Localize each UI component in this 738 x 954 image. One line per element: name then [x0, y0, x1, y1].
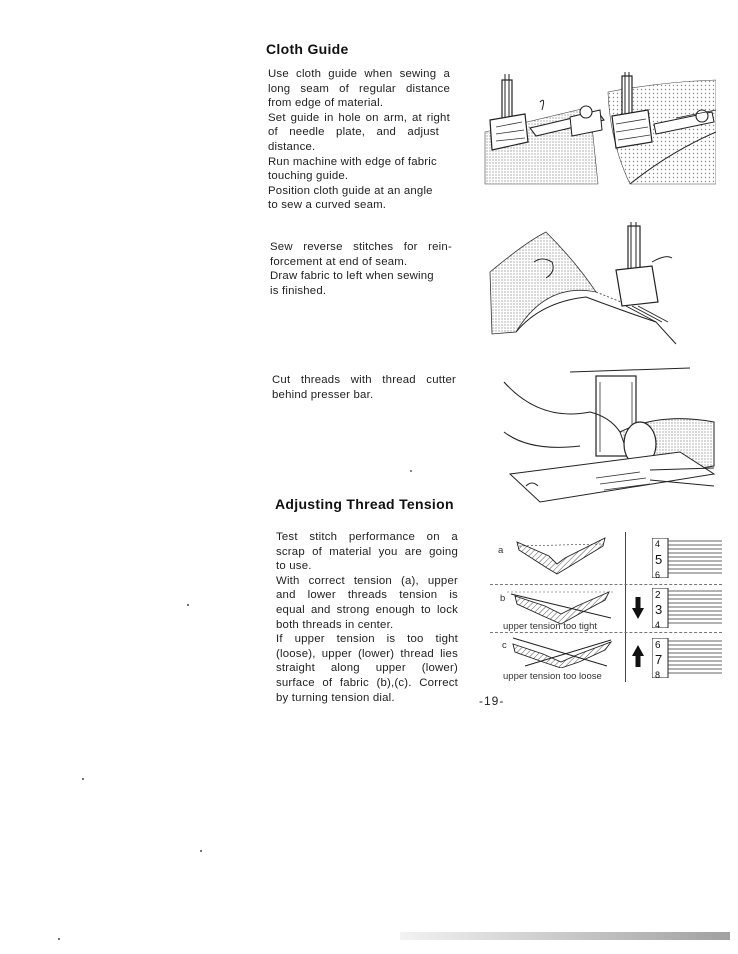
- text-line: to use.: [276, 560, 312, 573]
- tension-divider-row2: [490, 632, 722, 633]
- page-number: -19-: [479, 694, 505, 708]
- text-line: by turning tension dial.: [276, 691, 395, 704]
- text-line: and lower threads tension is: [276, 589, 458, 602]
- text-line: equal and strong enough to lock: [276, 603, 458, 616]
- cloth-guide-text: [268, 67, 450, 213]
- scan-dot: [58, 938, 60, 940]
- tension-label-b: b: [500, 593, 506, 604]
- text-line: both threads in center.: [276, 618, 394, 631]
- thread-cutter-illustration: [500, 362, 722, 514]
- text-line: Set guide in hole on arm, at right: [268, 111, 450, 124]
- svg-text:4: 4: [655, 539, 661, 549]
- text-line: With correct tension (a), upper: [276, 574, 458, 587]
- text-line: long seam of regular distance: [268, 82, 450, 95]
- tension-dial-c: [652, 638, 722, 678]
- text-line: Draw fabric to left when sewing: [270, 270, 434, 283]
- tension-dial-a: [652, 538, 722, 578]
- text-line: is finished.: [270, 284, 327, 297]
- tension-label-a: a: [498, 545, 504, 556]
- thread-cutter-text: [272, 373, 456, 402]
- text-line: from edge of material.: [268, 97, 384, 110]
- thread-tension-heading: Adjusting Thread Tension: [275, 496, 454, 512]
- text-line: If upper tension is too tight: [276, 633, 458, 646]
- text-line: behind presser bar.: [272, 388, 374, 401]
- text-line: (loose), upper (lower) thread lies: [276, 647, 458, 660]
- svg-text:3: 3: [655, 602, 663, 617]
- text-line: Position cloth guide at an angle: [268, 184, 433, 197]
- tension-stitch-diagram: [505, 534, 623, 668]
- text-line: Sew reverse stitches for rein-: [270, 241, 452, 253]
- text-line: distance.: [268, 140, 316, 153]
- text-line: forcement at end of seam.: [270, 255, 408, 268]
- down-arrow-icon: [632, 597, 644, 619]
- scan-dot: [200, 850, 202, 852]
- text-line: straight along upper (lower): [276, 662, 458, 675]
- text-line: Cut threads with thread cutter: [272, 374, 456, 386]
- tension-caption-b: upper tension too tight: [503, 621, 598, 632]
- scan-edge-band: [400, 932, 730, 940]
- up-arrow-icon: [632, 645, 644, 667]
- text-line: of needle plate, and adjust: [268, 126, 440, 139]
- thread-tension-text: [276, 530, 458, 705]
- svg-text:4: 4: [655, 620, 661, 628]
- tension-label-c: c: [502, 640, 507, 651]
- reverse-stitch-text: [270, 240, 452, 298]
- scan-dot: [187, 604, 189, 606]
- tension-divider-row1: [490, 584, 722, 585]
- text-line: scrap of material you are going: [276, 545, 458, 558]
- text-line: Run machine with edge of fabric: [268, 155, 437, 168]
- svg-text:6: 6: [655, 640, 661, 651]
- svg-text:2: 2: [655, 590, 661, 601]
- svg-text:8: 8: [655, 670, 661, 678]
- text-line: Test stitch performance on a: [276, 531, 458, 543]
- text-line: touching guide.: [268, 170, 349, 183]
- text-line: surface of fabric (b),(c). Correct: [276, 676, 458, 689]
- tension-dial-b: [652, 588, 722, 628]
- tension-divider-vertical: [625, 532, 626, 682]
- scan-dot: [82, 778, 84, 780]
- tension-caption-c: upper tension too loose: [503, 671, 602, 682]
- svg-text:5: 5: [655, 552, 663, 567]
- scan-dot: [410, 470, 412, 472]
- text-line: Use cloth guide when sewing a: [268, 68, 450, 80]
- cloth-guide-heading: Cloth Guide: [266, 41, 349, 57]
- reverse-stitch-illustration: [486, 222, 686, 350]
- svg-text:7: 7: [655, 652, 663, 667]
- svg-text:6: 6: [655, 570, 661, 578]
- cloth-guide-illustration: [480, 72, 716, 190]
- text-line: to sew a curved seam.: [268, 199, 387, 212]
